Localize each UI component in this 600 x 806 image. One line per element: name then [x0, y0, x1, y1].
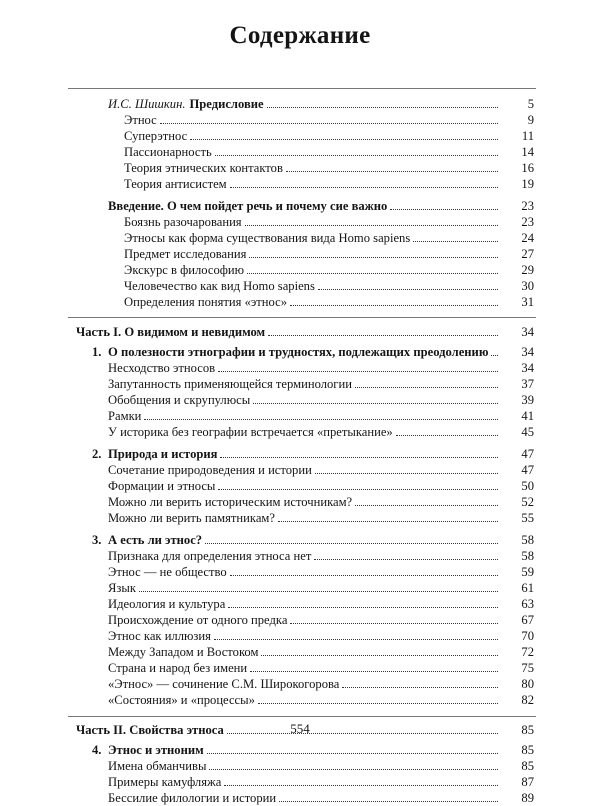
leader-dots — [250, 670, 498, 672]
entry-title: «Этнос» — сочинение С.М. Широкогорова — [108, 677, 340, 691]
toc-entry[interactable] — [0, 344, 600, 360]
toc-entry[interactable] — [0, 774, 600, 790]
leader-dots — [315, 472, 498, 474]
entry-page: 47 — [521, 463, 534, 477]
toc-entry[interactable] — [0, 612, 600, 628]
toc-entry[interactable] — [0, 214, 600, 230]
entry-page: 39 — [521, 393, 534, 407]
entry-page: 29 — [521, 263, 534, 277]
entry-page: 11 — [521, 129, 534, 143]
leader-dots — [290, 622, 498, 624]
leader-dots — [207, 752, 498, 754]
leader-dots — [278, 520, 498, 522]
leader-dots — [290, 304, 498, 306]
entry-title: Этносы как форма существования вида Homo sapiens — [124, 231, 411, 245]
toc-entry[interactable] — [0, 660, 600, 676]
entry-title: Обобщения и скрупулюсы — [108, 393, 251, 407]
entry-page: 24 — [521, 231, 534, 245]
entry-page: 31 — [521, 295, 534, 309]
toc-entry[interactable] — [0, 758, 600, 774]
leader-dots — [228, 606, 498, 608]
leader-dots — [214, 638, 498, 640]
entry-title: Теория антисистем — [124, 177, 227, 191]
entry-title: У историка без географии встречается «претыкание» — [108, 425, 393, 439]
leader-dots — [209, 768, 498, 770]
entry-page: 27 — [521, 247, 534, 261]
toc-entry[interactable] — [0, 692, 600, 708]
toc-entry[interactable] — [0, 278, 600, 294]
entry-title: «Состояния» и «процессы» — [108, 693, 255, 707]
entry-title: Этнос — не общество — [108, 565, 227, 579]
toc-entry[interactable] — [0, 580, 600, 596]
entry-page: 19 — [521, 177, 534, 191]
entry-page: 14 — [521, 145, 534, 159]
toc-entry[interactable] — [0, 112, 600, 128]
entry-page: 85 — [521, 743, 534, 757]
entry-title: Часть II. Свойства этноса — [76, 723, 224, 737]
entry-title: Бессилие филологии и истории — [108, 791, 277, 805]
entry-page: 85 — [521, 723, 534, 737]
leader-dots — [413, 240, 498, 242]
leader-dots — [390, 208, 498, 210]
toc-entry[interactable] — [0, 494, 600, 510]
toc-entry[interactable] — [0, 360, 600, 376]
toc-entry[interactable] — [0, 96, 600, 112]
separator-line — [68, 317, 536, 318]
leader-dots — [205, 542, 498, 544]
entry-title: Теория этнических контактов — [124, 161, 283, 175]
entry-page: 34 — [521, 361, 534, 375]
leader-dots — [314, 558, 498, 560]
page-title: Содержание — [229, 22, 371, 49]
entry-title: А есть ли этнос? — [108, 533, 203, 547]
entry-page: 37 — [521, 377, 534, 391]
leader-dots — [355, 504, 498, 506]
leader-dots — [218, 488, 498, 490]
leader-dots — [267, 106, 498, 108]
toc-entry[interactable] — [0, 294, 600, 310]
entry-page: 89 — [521, 791, 534, 805]
entry-title: Несходство этносов — [108, 361, 216, 375]
entry-title: Предисловие — [189, 97, 264, 111]
leader-dots — [224, 784, 498, 786]
entry-page: 23 — [521, 199, 534, 213]
toc-entry[interactable] — [0, 392, 600, 408]
toc-entry[interactable] — [0, 198, 600, 214]
leader-dots — [491, 354, 498, 356]
entry-title: Часть I. О видимом и невидимом — [76, 325, 266, 339]
entry-page: 52 — [521, 495, 534, 509]
toc-entry[interactable] — [0, 176, 600, 192]
toc-entry[interactable] — [0, 376, 600, 392]
entry-title: Человечество как вид Homo sapiens — [124, 279, 315, 293]
leader-dots — [230, 574, 498, 576]
entry-page: 9 — [527, 113, 534, 127]
toc-entry[interactable] — [0, 144, 600, 160]
entry-title: Формации и этносы — [108, 479, 216, 493]
entry-title: Предмет исследования — [124, 247, 247, 261]
entry-page: 16 — [521, 161, 534, 175]
entry-title: Признака для определения этноса нет — [108, 549, 312, 563]
entry-title: Природа и история — [108, 447, 218, 461]
chapter-number: 3. — [92, 533, 102, 547]
chapter-number: 1. — [92, 345, 102, 359]
entry-title: Определения понятия «этнос» — [124, 295, 288, 309]
toc-entry[interactable] — [0, 160, 600, 176]
toc-entry[interactable] — [0, 510, 600, 526]
toc-entry[interactable] — [0, 644, 600, 660]
leader-dots — [220, 456, 498, 458]
entry-title: Язык — [108, 581, 136, 595]
entry-title: Этнос и этноним — [108, 743, 204, 757]
entry-title: Рамки — [108, 409, 142, 423]
leader-dots — [261, 654, 498, 656]
separator-line — [68, 716, 536, 717]
toc-entry[interactable] — [0, 246, 600, 262]
entry-title: Примеры камуфляжа — [108, 775, 222, 789]
leader-dots — [215, 154, 498, 156]
entry-title: Пассионарность — [124, 145, 212, 159]
entry-page: 50 — [521, 479, 534, 493]
entry-title: Суперэтнос — [124, 129, 188, 143]
toc-entry[interactable] — [0, 676, 600, 692]
leader-dots — [286, 170, 498, 172]
entry-title: О полезности этнографии и трудностях, подлежащих преодолению — [108, 345, 489, 359]
entry-page: 58 — [521, 549, 534, 563]
entry-title: Идеология и культура — [108, 597, 226, 611]
leader-dots — [160, 122, 498, 124]
entry-author: И.С. Шишкин. — [108, 97, 186, 111]
leader-dots — [247, 272, 498, 274]
entry-page: 80 — [521, 677, 534, 691]
toc-entry[interactable] — [0, 462, 600, 478]
entry-page: 82 — [521, 693, 534, 707]
entry-page: 30 — [521, 279, 534, 293]
entry-page: 58 — [521, 533, 534, 547]
leader-dots — [139, 590, 498, 592]
chapter-number: 4. — [92, 743, 102, 757]
page-number: 554 — [290, 721, 310, 736]
toc-entry[interactable] — [0, 408, 600, 424]
leader-dots — [258, 702, 498, 704]
leader-dots — [342, 686, 498, 688]
leader-dots — [355, 386, 498, 388]
entry-title: Страна и народ без имени — [108, 661, 248, 675]
toc-entry[interactable] — [0, 564, 600, 580]
entry-title: Можно ли верить историческим источникам? — [108, 495, 353, 509]
toc-entry[interactable] — [0, 230, 600, 246]
entry-title: Запутанность применяющейся терминологии — [108, 377, 352, 391]
entry-page: 55 — [521, 511, 534, 525]
entry-page: 34 — [521, 345, 534, 359]
toc-entry[interactable] — [0, 446, 600, 462]
entry-page: 75 — [521, 661, 534, 675]
toc-entry[interactable] — [0, 532, 600, 548]
entry-page: 70 — [521, 629, 534, 643]
toc-entry[interactable] — [0, 424, 600, 440]
leader-dots — [245, 224, 498, 226]
entry-page: 47 — [521, 447, 534, 461]
entry-title: Введение. О чем пойдет речь и почему сие важно — [108, 199, 388, 213]
toc-entry[interactable] — [0, 548, 600, 564]
entry-page: 85 — [521, 759, 534, 773]
entry-page: 61 — [521, 581, 534, 595]
toc-entry[interactable] — [0, 596, 600, 612]
entry-page: 45 — [521, 425, 534, 439]
entry-page: 5 — [527, 97, 534, 111]
leader-dots — [190, 138, 498, 140]
entry-page: 63 — [521, 597, 534, 611]
leader-dots — [396, 434, 498, 436]
entry-title: Этнос — [124, 113, 157, 127]
entry-page: 67 — [521, 613, 534, 627]
toc-entry[interactable] — [0, 790, 600, 806]
entry-title: Происхождение от одного предка — [108, 613, 288, 627]
leader-dots — [230, 186, 498, 188]
leader-dots — [318, 288, 498, 290]
leader-dots — [144, 418, 498, 420]
leader-dots — [268, 334, 498, 336]
entry-page: 87 — [521, 775, 534, 789]
toc-entry[interactable] — [0, 128, 600, 144]
entry-title: Этнос как иллюзия — [108, 629, 211, 643]
entry-page: 23 — [521, 215, 534, 229]
separator-line — [68, 88, 536, 89]
toc-entry[interactable] — [0, 478, 600, 494]
entry-page: 41 — [521, 409, 534, 423]
entry-page: 59 — [521, 565, 534, 579]
entry-title: Можно ли верить памятникам? — [108, 511, 275, 525]
toc-entry[interactable] — [0, 262, 600, 278]
leader-dots — [253, 402, 498, 404]
toc-entry[interactable] — [0, 742, 600, 758]
entry-title: Имена обманчивы — [108, 759, 207, 773]
entry-title: Между Западом и Востоком — [108, 645, 259, 659]
entry-title: Боязнь разочарования — [124, 215, 242, 229]
leader-dots — [249, 256, 498, 258]
toc-entry[interactable] — [0, 628, 600, 644]
leader-dots — [218, 370, 498, 372]
entry-page: 72 — [521, 645, 534, 659]
leader-dots — [279, 800, 498, 802]
entry-title: Экскурс в философию — [124, 263, 245, 277]
entry-title: Сочетание природоведения и истории — [108, 463, 312, 477]
entry-page: 34 — [521, 325, 534, 339]
chapter-number: 2. — [92, 447, 102, 461]
toc-entry[interactable] — [0, 324, 600, 340]
